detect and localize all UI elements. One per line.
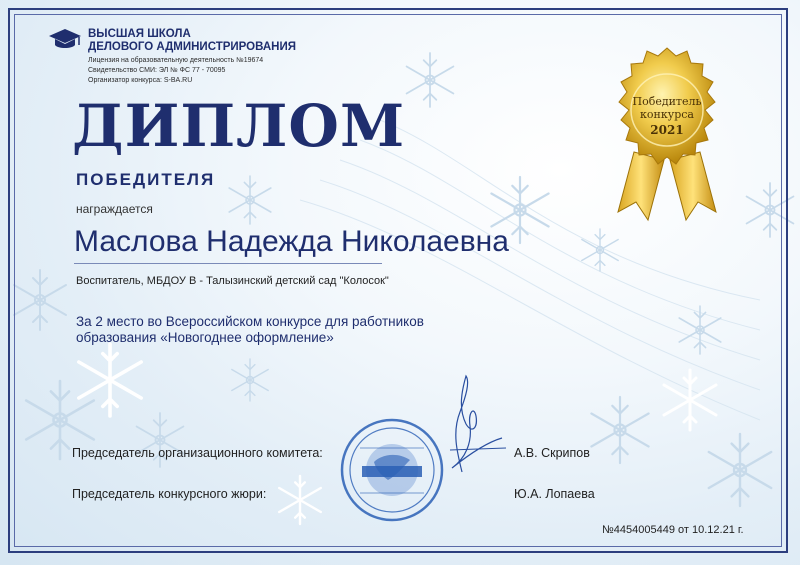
official-stamp-icon [340,418,445,523]
award-reason-line1: За 2 место во Всероссийском конкурсе для работников [76,314,424,329]
organization-name-line2: ДЕЛОВОГО АДМИНИСТРИРОВАНИЯ [88,41,297,53]
committee-chair-name: А.В. Скрипов [514,446,590,460]
name-underline [74,263,382,264]
organizer-text: Организатор конкурса: S-BA.RU [88,77,193,84]
award-reason-line2: образования «Новогоднее оформление» [76,330,334,345]
certificate-number: №4454005449 от 10.12.21 г. [602,524,744,536]
medal-line2: конкурса [640,108,694,121]
media-certificate-text: Свидетельство СМИ: ЭЛ № ФС 77 - 70095 [88,67,226,74]
handwritten-signature [432,372,512,482]
award-reason [76,314,516,346]
committee-chair-label: Председатель организационного комитета: [72,446,323,460]
license-text: Лицензия на образовательную деятельность №19674 [88,57,264,64]
jury-chair-label: Председатель конкурсного жюри: [72,487,267,501]
graduation-cap-icon [48,28,82,50]
organization-name [88,28,308,54]
medal-year: 2021 [650,123,684,137]
awarded-label: награждается [76,202,153,216]
organization-name-line1: ВЫСШАЯ ШКОЛА [88,28,191,40]
diploma-title: ДИПЛОМ [72,92,406,160]
jury-chair-name: Ю.А. Лопаева [514,487,595,501]
recipient-name: Маслова Надежда Николаевна [74,225,509,258]
diploma-subtitle: ПОБЕДИТЕЛЯ [76,170,216,189]
medal-line1: Победитель [632,95,702,108]
recipient-position: Воспитатель, МБДОУ В - Талызинский детский сад "Колосок" [76,275,389,287]
